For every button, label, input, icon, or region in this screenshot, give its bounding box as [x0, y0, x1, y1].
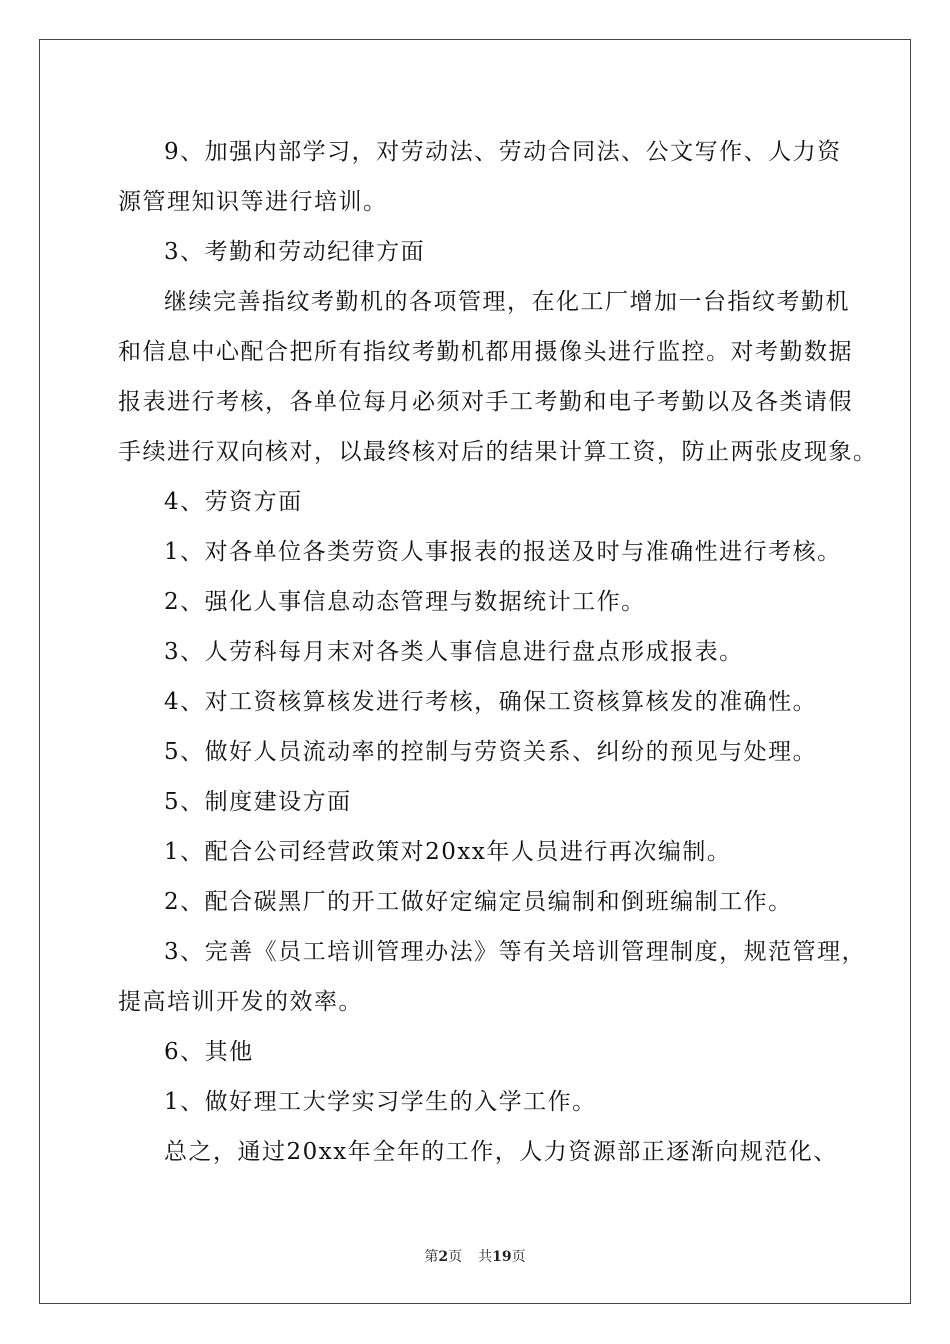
list-item: 1、做好理工大学实习学生的入学工作。 [164, 1089, 597, 1115]
paragraph-line: 9、加强内部学习，对劳动法、劳动合同法、公文写作、人力资 [164, 139, 842, 165]
list-item: 3、人劳科每月末对各类人事信息进行盘点形成报表。 [164, 639, 744, 665]
section-heading: 4、劳资方面 [164, 489, 303, 515]
paragraph-line: 提高培训开发的效率。 [118, 989, 363, 1015]
total-prefix: 共 [478, 1249, 493, 1265]
section-heading: 3、考勤和劳动纪律方面 [164, 239, 426, 265]
paragraph-line: 手续进行双向核对，以最终核对后的结果计算工资，防止两张皮现象。 [118, 439, 878, 465]
list-item: 1、对各单位各类劳资人事报表的报送及时与准确性进行考核。 [164, 539, 842, 565]
list-item: 3、完善《员工培训管理办法》等有关培训管理制度，规范管理， [164, 939, 867, 965]
page-prefix: 第 [424, 1249, 439, 1265]
page-number: 2 [438, 1249, 449, 1265]
total-pages: 19 [492, 1249, 512, 1265]
list-item: 2、配合碳黑厂的开工做好定编定员编制和倒班编制工作。 [164, 889, 793, 915]
section-heading: 5、制度建设方面 [164, 789, 352, 815]
document-body [118, 127, 878, 1177]
paragraph-line: 和信息中心配合把所有指纹考勤机都用摄像头进行监控。对考勤数据 [118, 339, 853, 365]
paragraph-line: 继续完善指纹考勤机的各项管理，在化工厂增加一台指纹考勤机 [164, 289, 850, 315]
paragraph-line: 总之，通过20xx年全年的工作，人力资源部正逐渐向规范化、 [164, 1139, 838, 1165]
list-item: 2、强化人事信息动态管理与数据统计工作。 [164, 589, 646, 615]
list-item: 4、对工资核算核发进行考核，确保工资核算核发的准确性。 [164, 689, 818, 715]
list-item: 5、做好人员流动率的控制与劳资关系、纠纷的预见与处理。 [164, 739, 818, 765]
paragraph-line: 源管理知识等进行培训。 [118, 189, 388, 215]
paragraph-line: 报表进行考核，各单位每月必须对手工考勤和电子考勤以及各类请假 [118, 389, 853, 415]
section-heading: 6、其他 [164, 1039, 254, 1065]
list-item: 1、配合公司经营政策对20xx年人员进行再次编制。 [164, 839, 732, 865]
page-suffix: 页 [448, 1249, 463, 1265]
page-footer [0, 1247, 950, 1267]
total-suffix: 页 [511, 1249, 526, 1265]
